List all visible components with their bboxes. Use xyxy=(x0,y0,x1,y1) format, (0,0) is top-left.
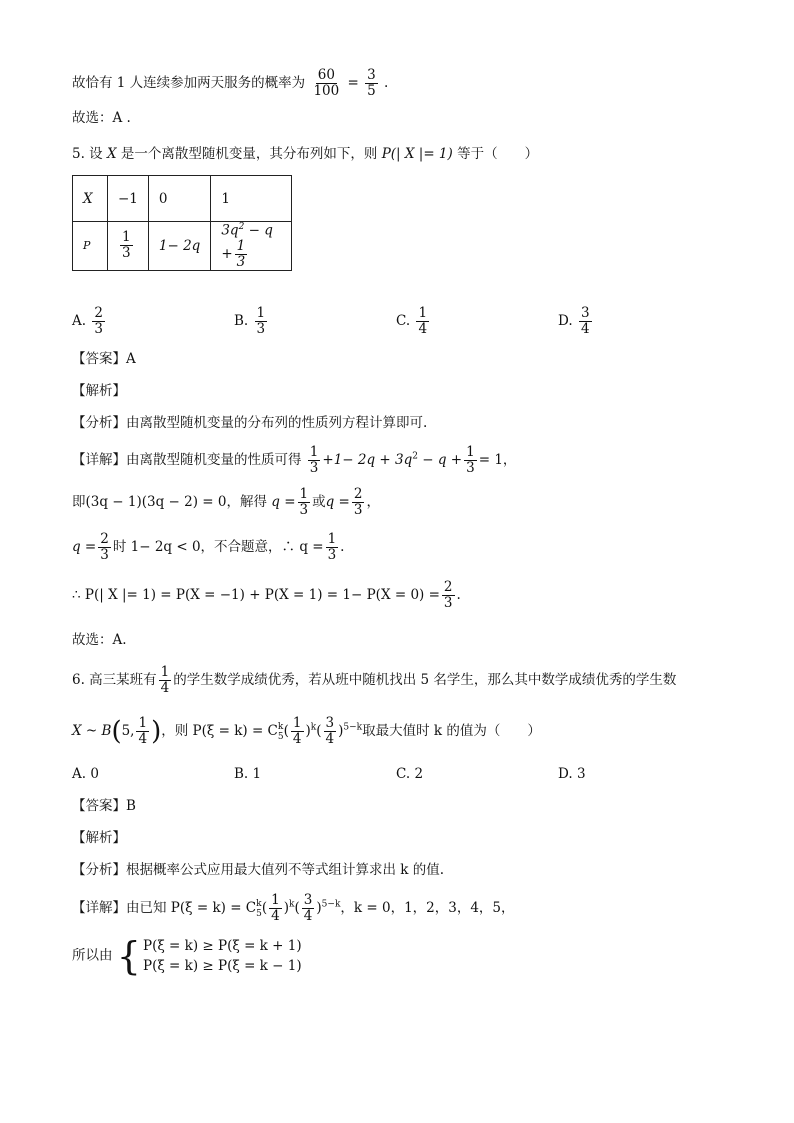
text: 时 1− 2q < 0，不合题意，∴ q = xyxy=(112,539,324,555)
line-1-text: 故恰有 1 人连续参加两天服务的概率为 xyxy=(72,75,306,91)
choice-line-5: 故选：A. xyxy=(72,632,127,648)
q5-tail: 等于（ ） xyxy=(457,146,539,162)
numerator: 60 xyxy=(317,67,335,83)
numerator: 2 xyxy=(94,305,103,321)
option-b[interactable] xyxy=(234,306,269,337)
detail-5-line-1 xyxy=(72,445,516,476)
denominator: 3 xyxy=(256,321,266,337)
denominator: 3 xyxy=(299,502,309,518)
question-6-line-2 xyxy=(72,716,541,747)
numerator: 3 xyxy=(325,715,335,731)
option-label: D. xyxy=(558,766,573,782)
term: 5, xyxy=(121,723,135,739)
denominator: 3 xyxy=(353,502,363,518)
table-cell: −1 xyxy=(108,176,149,222)
numerator: 1 xyxy=(418,305,428,321)
question-6-stem xyxy=(72,665,676,696)
denominator: 3 xyxy=(327,547,337,563)
denominator: 4 xyxy=(580,321,590,337)
numerator: 1 xyxy=(138,715,148,731)
table-row xyxy=(73,176,292,222)
analysis-5-summary: 【分析】由离散型随机变量的分布列的性质列方程计算即可. xyxy=(72,415,428,431)
exponent: 2 xyxy=(412,451,418,462)
paren: ) xyxy=(338,723,344,739)
option-value: 0 xyxy=(90,766,99,782)
subscript: 5 xyxy=(256,908,262,919)
inequality-line: P(ξ = k) ≥ P(ξ = k + 1) xyxy=(142,938,302,954)
paren: ) xyxy=(305,723,311,739)
text: 【详解】由离散型随机变量的性质可得 xyxy=(72,452,302,468)
term: X ~ B xyxy=(72,723,112,739)
analysis-6-heading: 【解析】 xyxy=(72,830,126,846)
denominator: 4 xyxy=(138,731,148,747)
paren: ( xyxy=(316,723,322,739)
denominator: 100 xyxy=(313,83,340,99)
denominator: 3 xyxy=(236,253,246,270)
option-c[interactable] xyxy=(396,306,431,337)
paren: ( xyxy=(261,900,268,916)
option-label: A. xyxy=(72,766,87,782)
exponent: 5−k xyxy=(343,722,363,733)
equals-sign: = xyxy=(347,75,359,91)
denominator: 4 xyxy=(325,731,335,747)
text: 【详解】由已知 P(ξ = k) = C xyxy=(72,900,257,916)
analysis-5-heading: 【解析】 xyxy=(72,383,126,399)
denominator: 3 xyxy=(309,460,319,476)
table-cell: 1 xyxy=(211,176,292,222)
numerator: 3 xyxy=(580,305,590,321)
text: ，k = 0，1，2，3，4，5， xyxy=(340,900,515,916)
denominator: 4 xyxy=(303,908,313,924)
table-cell: 0 xyxy=(148,176,210,222)
text: 即(3q − 1)(3q − 2) = 0，解得 xyxy=(72,494,267,510)
option-value: 3 xyxy=(576,766,586,782)
q5-number: 5. 设 xyxy=(72,146,103,162)
answer-5: 【答案】A xyxy=(72,351,136,367)
superscript: k xyxy=(277,721,284,732)
denominator: 4 xyxy=(271,908,280,924)
denominator: 3 xyxy=(122,245,131,262)
term: − q + xyxy=(221,222,273,262)
fraction-60-100 xyxy=(311,68,341,99)
option-b[interactable] xyxy=(234,766,261,782)
option-d[interactable] xyxy=(558,766,586,782)
period: . xyxy=(384,75,389,91)
numerator: 3 xyxy=(303,892,313,908)
numerator: 1 xyxy=(160,664,170,680)
numerator: 2 xyxy=(100,531,109,547)
text: 取最大值时 k 的值为（ ） xyxy=(362,723,541,739)
q5-text: 是一个离散型随机变量，其分布列如下，则 xyxy=(120,146,378,162)
term: q = xyxy=(271,494,296,510)
text: = 1， xyxy=(478,452,517,468)
fraction-3-5 xyxy=(365,68,378,99)
var-x: X xyxy=(106,146,117,162)
text: 或 xyxy=(312,494,326,510)
text: ∴ P(| X |= 1) = P(X = −1) + P(X = 1) = 1− P(X = 0) = xyxy=(72,587,440,603)
paren: ) xyxy=(283,900,290,916)
exponent: 2 xyxy=(238,222,245,232)
table-cell: P xyxy=(73,222,108,271)
inequality-system xyxy=(117,936,302,976)
numerator: 1 xyxy=(271,892,280,908)
numerator: 1 xyxy=(256,305,266,321)
paren-open: ( xyxy=(111,716,122,747)
numerator: 2 xyxy=(443,579,453,595)
superscript: k xyxy=(256,898,262,909)
inequality-line: P(ξ = k) ≥ P(ξ = k − 1) xyxy=(142,958,302,974)
paren: ( xyxy=(294,900,300,916)
exponent: k xyxy=(289,899,295,910)
table-row xyxy=(73,222,292,271)
option-label: A. xyxy=(72,313,87,329)
paren: ( xyxy=(283,723,289,739)
numerator: 1 xyxy=(466,444,475,460)
paren: ) xyxy=(316,900,322,916)
option-c[interactable] xyxy=(396,766,423,782)
table-cell xyxy=(211,222,292,271)
text: 的学生数学成绩优秀，若从班中随机找出 5 名学生，那么其中数学成绩优秀的学生数 xyxy=(173,672,677,688)
option-a[interactable] xyxy=(72,306,107,337)
brace-icon: { xyxy=(116,934,141,978)
text: . xyxy=(340,539,345,555)
denominator: 4 xyxy=(292,731,302,747)
denominator: 5 xyxy=(367,83,376,99)
option-label: B. xyxy=(234,766,249,782)
term: 3q xyxy=(221,222,239,239)
detail-6-line-1 xyxy=(72,893,515,924)
detail-5-line-4 xyxy=(72,580,461,611)
denominator: 4 xyxy=(418,321,428,337)
text: 所以由 xyxy=(72,947,113,964)
numerator: 2 xyxy=(353,486,363,502)
numerator: 1 xyxy=(309,444,319,460)
paren-close: ) xyxy=(151,716,162,747)
term: − q + xyxy=(417,452,463,468)
denominator: 3 xyxy=(100,547,109,563)
text: ， xyxy=(366,494,380,510)
exponent: 5−k xyxy=(321,899,341,910)
term: q = xyxy=(325,494,350,510)
numerator: 1 xyxy=(299,486,309,502)
numerator: 3 xyxy=(367,67,376,83)
analysis-6-summary: 【分析】根据概率公式应用最大值列不等式组计算求出 k 的值. xyxy=(72,862,445,878)
table-cell: 1− 2q xyxy=(148,222,210,271)
denominator: 3 xyxy=(466,460,475,476)
term: ，则 P(ξ = k) = C xyxy=(161,723,278,739)
denominator: 3 xyxy=(443,595,453,611)
option-value: 1 xyxy=(252,766,262,782)
question-5-stem xyxy=(72,144,538,164)
denominator: 4 xyxy=(160,680,170,696)
subscript: 5 xyxy=(277,731,284,742)
detail-6-line-2 xyxy=(72,936,302,976)
denominator: 3 xyxy=(94,321,103,337)
distribution-table xyxy=(72,175,292,271)
table-cell: X xyxy=(73,176,108,222)
term: q = xyxy=(72,539,97,555)
text: 6. 高三某班有 xyxy=(72,672,157,688)
option-d[interactable] xyxy=(558,306,594,337)
choice-line-a: 故选：A . xyxy=(72,110,131,126)
term: +1− 2q + 3q xyxy=(322,452,413,468)
option-label: C. xyxy=(396,766,411,782)
text: . xyxy=(456,587,461,603)
option-label: B. xyxy=(234,313,249,329)
table-cell xyxy=(108,222,149,271)
detail-5-line-3 xyxy=(72,532,344,563)
q5-prob-expr: P(| X |= 1) xyxy=(381,146,453,162)
option-label: C. xyxy=(396,313,411,329)
text-line-1 xyxy=(72,68,388,99)
option-value: 2 xyxy=(414,766,424,782)
detail-5-line-2 xyxy=(72,487,380,518)
numerator: 1 xyxy=(236,237,246,254)
numerator: 1 xyxy=(292,715,302,731)
answer-6: 【答案】B xyxy=(72,798,136,814)
option-label: D. xyxy=(558,313,573,329)
numerator: 1 xyxy=(122,229,131,246)
option-a[interactable] xyxy=(72,766,99,782)
exponent: k xyxy=(310,722,317,733)
numerator: 1 xyxy=(327,531,337,547)
